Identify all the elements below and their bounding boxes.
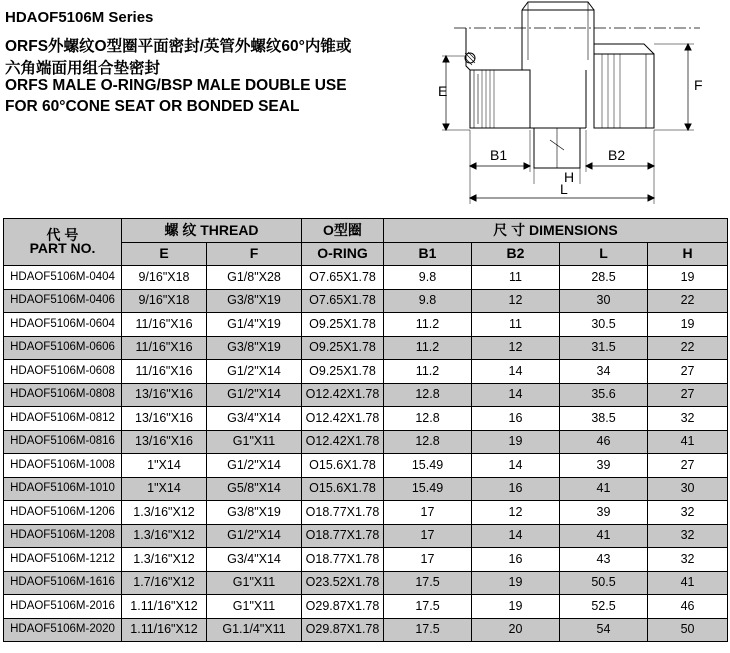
thread-f-cell: G1/2"X14: [207, 524, 302, 548]
english-description-line-1: ORFS MALE O-RING/BSP MALE DOUBLE USE: [5, 77, 347, 94]
thread-e-cell: 1.7/16"X12: [122, 571, 207, 595]
b2-cell: 11: [472, 313, 560, 337]
part-number-cell: HDAOF5106M-0404: [4, 266, 122, 290]
b1-cell: 17.5: [384, 571, 472, 595]
h-cell: 41: [648, 571, 728, 595]
series-title: HDAOF5106M Series: [5, 9, 154, 26]
oring-cell: O18.77X1.78: [302, 501, 384, 525]
column-header-e: E: [122, 242, 207, 266]
table-row: [4, 454, 728, 478]
table-row: [4, 524, 728, 548]
oring-cell: O9.25X1.78: [302, 360, 384, 384]
b1-cell: 9.8: [384, 266, 472, 290]
oring-cell: O29.87X1.78: [302, 595, 384, 619]
h-cell: 41: [648, 430, 728, 454]
table-row: [4, 430, 728, 454]
h-cell: 27: [648, 454, 728, 478]
part-number-cell: HDAOF5106M-0606: [4, 336, 122, 360]
b1-cell: 17.5: [384, 618, 472, 642]
part-number-header-en: PART NO.: [29, 240, 96, 256]
table-row: [4, 618, 728, 642]
thread-f-cell: G1/4"X19: [207, 313, 302, 337]
l-cell: 41: [560, 477, 648, 501]
b1-cell: 11.2: [384, 360, 472, 384]
thread-f-cell: G1/8"X28: [207, 266, 302, 290]
b2-cell: 20: [472, 618, 560, 642]
header-row-1: [4, 219, 728, 243]
part-number-cell: HDAOF5106M-0406: [4, 289, 122, 313]
column-header-f: F: [207, 242, 302, 266]
l-cell: 54: [560, 618, 648, 642]
part-number-cell: HDAOF5106M-1010: [4, 477, 122, 501]
table-row: [4, 336, 728, 360]
h-cell: 32: [648, 407, 728, 431]
thread-f-cell: G3/8"X19: [207, 336, 302, 360]
thread-f-cell: G1.1/4"X11: [207, 618, 302, 642]
part-number-cell: HDAOF5106M-0808: [4, 383, 122, 407]
b2-cell: 12: [472, 336, 560, 360]
thread-f-cell: G1"X11: [207, 571, 302, 595]
fitting-technical-drawing: [432, 0, 730, 212]
b2-cell: 14: [472, 454, 560, 478]
part-number-cell: HDAOF5106M-0812: [4, 407, 122, 431]
l-cell: 39: [560, 501, 648, 525]
part-number-cell: HDAOF5106M-0816: [4, 430, 122, 454]
thread-f-cell: G1"X11: [207, 430, 302, 454]
l-cell: 35.6: [560, 383, 648, 407]
thread-header: 螺 纹 THREAD: [122, 219, 302, 243]
english-description-line-2: FOR 60°CONE SEAT OR BONDED SEAL: [5, 98, 300, 115]
column-header-oring: O-RING: [302, 242, 384, 266]
b2-cell: 12: [472, 501, 560, 525]
thread-e-cell: 9/16"X18: [122, 289, 207, 313]
b2-cell: 11: [472, 266, 560, 290]
table-row: [4, 289, 728, 313]
thread-f-cell: G3/8"X19: [207, 501, 302, 525]
l-cell: 28.5: [560, 266, 648, 290]
b2-cell: 19: [472, 595, 560, 619]
table-row: [4, 360, 728, 384]
table-row: [4, 313, 728, 337]
l-cell: 34: [560, 360, 648, 384]
thread-e-cell: 13/16"X16: [122, 430, 207, 454]
oring-cell: O9.25X1.78: [302, 313, 384, 337]
h-cell: 27: [648, 383, 728, 407]
dimension-label-f: F: [694, 77, 703, 93]
part-number-cell: HDAOF5106M-2020: [4, 618, 122, 642]
thread-e-cell: 1.3/16"X12: [122, 548, 207, 572]
thread-f-cell: G1/2"X14: [207, 383, 302, 407]
l-cell: 30.5: [560, 313, 648, 337]
oring-cell: O23.52X1.78: [302, 571, 384, 595]
b1-cell: 12.8: [384, 430, 472, 454]
thread-f-cell: G1/2"X14: [207, 360, 302, 384]
h-cell: 32: [648, 524, 728, 548]
column-header-b1: B1: [384, 242, 472, 266]
thread-e-cell: 11/16"X16: [122, 336, 207, 360]
part-number-cell: HDAOF5106M-1206: [4, 501, 122, 525]
oring-cell: O15.6X1.78: [302, 454, 384, 478]
oring-cell: O7.65X1.78: [302, 289, 384, 313]
chinese-description-line-1: ORFS外螺纹O型圈平面密封/英管外螺纹60°内锥或: [5, 38, 352, 55]
b2-cell: 16: [472, 477, 560, 501]
thread-e-cell: 1.11/16"X12: [122, 595, 207, 619]
thread-e-cell: 1"X14: [122, 477, 207, 501]
b1-cell: 17: [384, 501, 472, 525]
b2-cell: 16: [472, 548, 560, 572]
oring-cell: O18.77X1.78: [302, 524, 384, 548]
l-cell: 31.5: [560, 336, 648, 360]
column-header-b2: B2: [472, 242, 560, 266]
thread-e-cell: 11/16"X16: [122, 360, 207, 384]
oring-cell: O15.6X1.78: [302, 477, 384, 501]
table-row: [4, 407, 728, 431]
l-cell: 43: [560, 548, 648, 572]
part-number-header: [4, 219, 122, 266]
dimension-label-e: E: [438, 83, 448, 99]
thread-f-cell: G1/2"X14: [207, 454, 302, 478]
h-cell: 46: [648, 595, 728, 619]
thread-f-cell: G3/4"X14: [207, 548, 302, 572]
thread-e-cell: 1.3/16"X12: [122, 524, 207, 548]
oring-cell: O12.42X1.78: [302, 383, 384, 407]
b2-cell: 14: [472, 383, 560, 407]
chinese-description-line-2: 六角端面用组合垫密封: [5, 60, 161, 77]
l-cell: 39: [560, 454, 648, 478]
oring-cell: O18.77X1.78: [302, 548, 384, 572]
thread-e-cell: 9/16"X18: [122, 266, 207, 290]
dimension-label-h: H: [564, 169, 575, 185]
column-header-h: H: [648, 242, 728, 266]
thread-e-cell: 13/16"X16: [122, 407, 207, 431]
table-row: [4, 266, 728, 290]
column-header-l: L: [560, 242, 648, 266]
thread-f-cell: G3/4"X14: [207, 407, 302, 431]
thread-f-cell: G5/8"X14: [207, 477, 302, 501]
thread-e-cell: 13/16"X16: [122, 383, 207, 407]
b1-cell: 15.49: [384, 454, 472, 478]
dimensions-header: 尺 寸 DIMENSIONS: [384, 219, 728, 243]
b1-cell: 12.8: [384, 383, 472, 407]
part-number-cell: HDAOF5106M-1208: [4, 524, 122, 548]
oring-cell: O7.65X1.78: [302, 266, 384, 290]
part-number-cell: HDAOF5106M-1616: [4, 571, 122, 595]
table-row: [4, 548, 728, 572]
l-cell: 46: [560, 430, 648, 454]
part-number-header-cn: 代 号: [46, 227, 79, 243]
title-block: [5, 0, 425, 120]
h-cell: 27: [648, 360, 728, 384]
b1-cell: 9.8: [384, 289, 472, 313]
b1-cell: 17.5: [384, 595, 472, 619]
b2-cell: 19: [472, 571, 560, 595]
part-number-cell: HDAOF5106M-2016: [4, 595, 122, 619]
dimension-label-b1: B1: [490, 147, 508, 163]
h-cell: 32: [648, 501, 728, 525]
part-number-cell: HDAOF5106M-1008: [4, 454, 122, 478]
l-cell: 30: [560, 289, 648, 313]
h-cell: 30: [648, 477, 728, 501]
h-cell: 32: [648, 548, 728, 572]
part-number-cell: HDAOF5106M-0604: [4, 313, 122, 337]
b2-cell: 14: [472, 524, 560, 548]
table-row: [4, 571, 728, 595]
b2-cell: 12: [472, 289, 560, 313]
specification-table: [3, 218, 728, 642]
b1-cell: 15.49: [384, 477, 472, 501]
part-number-cell: HDAOF5106M-0608: [4, 360, 122, 384]
oring-cell: O29.87X1.78: [302, 618, 384, 642]
b1-cell: 17: [384, 524, 472, 548]
thread-f-cell: G1"X11: [207, 595, 302, 619]
thread-e-cell: 1"X14: [122, 454, 207, 478]
b1-cell: 12.8: [384, 407, 472, 431]
oring-cell: O12.42X1.78: [302, 430, 384, 454]
thread-e-cell: 1.3/16"X12: [122, 501, 207, 525]
dimension-label-l: L: [560, 181, 568, 197]
table-row: [4, 595, 728, 619]
table-row: [4, 477, 728, 501]
l-cell: 38.5: [560, 407, 648, 431]
h-cell: 19: [648, 266, 728, 290]
table-row: [4, 501, 728, 525]
dimension-label-b2: B2: [608, 147, 626, 163]
part-number-cell: HDAOF5106M-1212: [4, 548, 122, 572]
h-cell: 50: [648, 618, 728, 642]
h-cell: 22: [648, 289, 728, 313]
h-cell: 19: [648, 313, 728, 337]
thread-e-cell: 11/16"X16: [122, 313, 207, 337]
oring-cell: O12.42X1.78: [302, 407, 384, 431]
table-row: [4, 383, 728, 407]
b1-cell: 11.2: [384, 313, 472, 337]
oring-cell: O9.25X1.78: [302, 336, 384, 360]
l-cell: 50.5: [560, 571, 648, 595]
oring-header-cn: O型圈: [302, 219, 384, 243]
thread-f-cell: G3/8"X19: [207, 289, 302, 313]
thread-e-cell: 1.11/16"X12: [122, 618, 207, 642]
b2-cell: 16: [472, 407, 560, 431]
l-cell: 52.5: [560, 595, 648, 619]
b2-cell: 14: [472, 360, 560, 384]
b1-cell: 11.2: [384, 336, 472, 360]
b1-cell: 17: [384, 548, 472, 572]
b2-cell: 19: [472, 430, 560, 454]
l-cell: 41: [560, 524, 648, 548]
h-cell: 22: [648, 336, 728, 360]
